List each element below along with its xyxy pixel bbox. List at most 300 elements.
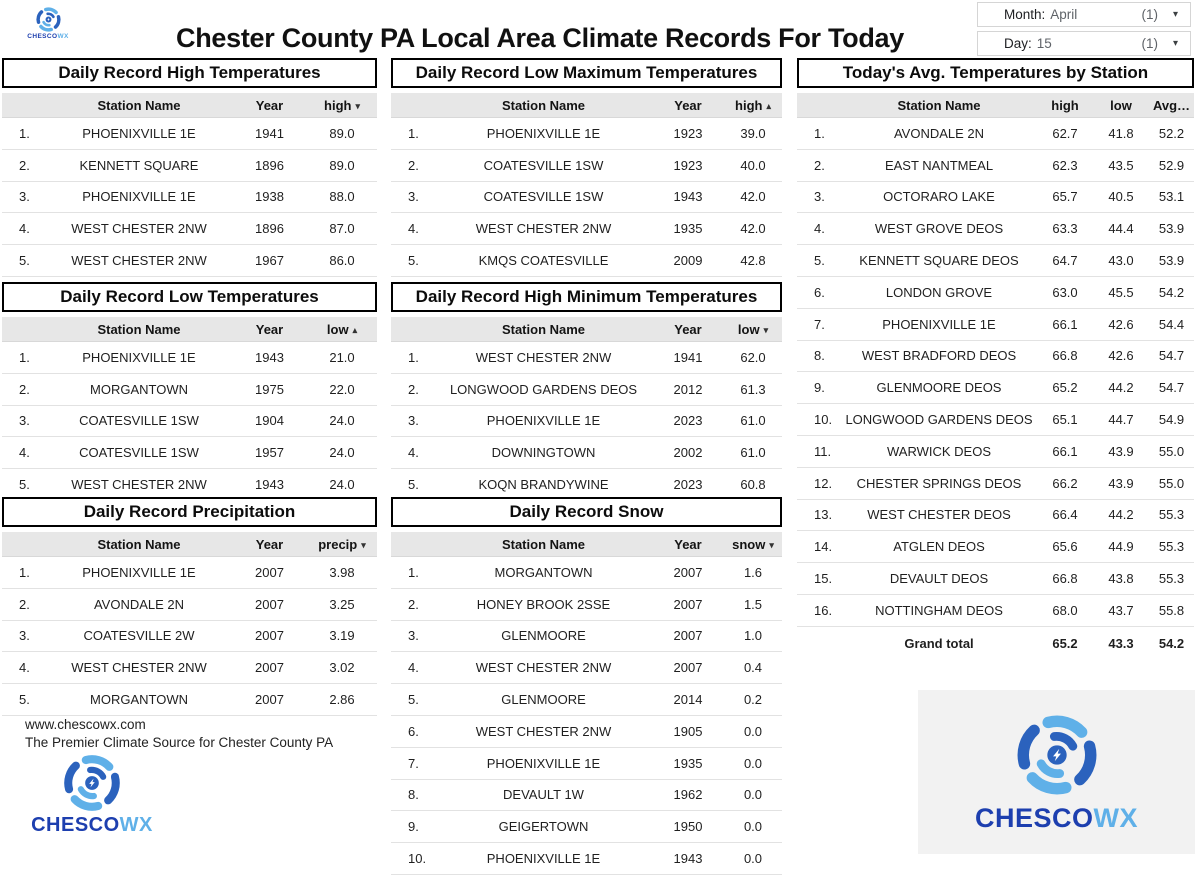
row-index: 5. (408, 692, 419, 708)
filter-label: Month: (1004, 7, 1046, 22)
cell: LONGWOOD GARDENS DEOS (449, 381, 638, 397)
cell: 55.8 (1158, 602, 1185, 618)
daily-record-high-min-panel (391, 282, 782, 501)
cell: GLENMOORE (501, 628, 586, 644)
column-header-year[interactable]: Year (255, 536, 284, 552)
cell: 62.3 (1052, 157, 1078, 173)
cell: 89.0 (329, 125, 355, 141)
table-row (391, 118, 782, 150)
cell: 2.86 (329, 692, 355, 708)
cell: 1923 (673, 125, 703, 141)
cell: COATESVILLE 1SW (483, 157, 604, 173)
table-row (391, 437, 782, 469)
cell: 54.9 (1158, 412, 1185, 428)
row-index: 13. (814, 507, 833, 523)
grand-total-row (797, 627, 1194, 660)
cell: MORGANTOWN (90, 381, 188, 397)
cell: 89.0 (329, 157, 355, 173)
row-index: 3. (814, 189, 825, 205)
cell: 60.8 (740, 477, 766, 493)
cell: 1962 (673, 787, 703, 803)
cell: 65.2 (1052, 635, 1078, 651)
panel-title: Daily Record Precipitation (2, 497, 377, 527)
daily-record-high-table (2, 93, 377, 277)
chescowx-swirl-icon (35, 6, 62, 33)
table-row (797, 595, 1194, 627)
table-row (797, 436, 1194, 468)
cell: 2007 (255, 660, 284, 676)
column-header-station-name[interactable]: Station Name (501, 97, 586, 113)
cell: WEST CHESTER 2NW (475, 660, 612, 676)
tagline: The Premier Climate Source for Chester County PA (25, 735, 334, 750)
cell: NOTTINGHAM DEOS (875, 602, 1003, 618)
table-row (391, 589, 782, 621)
cell: 65.2 (1052, 380, 1078, 396)
chescowx-wordmark: CHESCOWX (974, 802, 1138, 833)
table-row (797, 341, 1194, 373)
cell: COATESVILLE 1SW (79, 445, 199, 461)
cell: 2023 (673, 477, 703, 493)
column-header-station-name[interactable]: Station Name (501, 536, 586, 552)
cell: 1943 (673, 851, 703, 867)
table-row (797, 309, 1194, 341)
column-header-year[interactable]: Year (674, 321, 702, 337)
page-title: Chester County PA Local Area Climate Records For Today (176, 23, 904, 54)
cell: WEST CHESTER 2NW (71, 221, 207, 237)
cell: MORGANTOWN (494, 564, 593, 580)
cell: CHESTER SPRINGS DEOS (856, 475, 1022, 491)
cell: 55.3 (1158, 539, 1185, 555)
cell: 0.0 (743, 787, 763, 803)
sort-asc-icon: ▴ (352, 324, 358, 335)
row-index: 2. (19, 381, 30, 397)
cell: 43.9 (1108, 475, 1134, 491)
cell: PHOENIXVILLE 1E (486, 413, 601, 429)
cell: 1935 (673, 755, 703, 771)
cell: 1896 (255, 221, 284, 237)
table-row (797, 372, 1194, 404)
table-row (797, 500, 1194, 532)
column-header-year[interactable]: Year (674, 536, 702, 552)
cell: PHOENIXVILLE 1E (882, 316, 996, 332)
panel-title: Daily Record High Temperatures (2, 58, 377, 88)
cell: 2007 (255, 628, 284, 644)
cell: AVONDALE 2N (893, 125, 985, 141)
row-index: 2. (19, 157, 30, 173)
cell: 55.0 (1158, 475, 1185, 491)
cell: OCTORARO LAKE (883, 189, 995, 205)
cell: 40.0 (740, 157, 766, 173)
column-header-year[interactable]: Year (674, 97, 702, 113)
sort-asc-icon: ▴ (766, 100, 771, 111)
table-row (2, 118, 377, 150)
cell: 0.4 (743, 660, 763, 676)
cell: 64.7 (1052, 253, 1078, 269)
cell: 43.9 (1108, 443, 1134, 459)
cell: 66.8 (1052, 348, 1078, 364)
daily-record-snow-table (391, 532, 782, 875)
row-index: 2. (814, 157, 825, 173)
cell: 1935 (673, 221, 703, 237)
table-row (391, 374, 782, 406)
cell: 39.0 (740, 125, 766, 141)
cell: 86.0 (329, 253, 355, 269)
cell: 43.8 (1108, 571, 1134, 587)
cell: Grand total (904, 635, 974, 651)
cell: 53.9 (1158, 221, 1185, 237)
table-row (2, 437, 377, 469)
table-row (797, 277, 1194, 309)
cell: 42.8 (740, 253, 766, 269)
cell: 24.0 (329, 445, 355, 461)
cell: WEST CHESTER 2NW (71, 660, 207, 676)
table-row (2, 406, 377, 438)
row-index: 5. (408, 477, 419, 493)
row-index: 1. (408, 349, 419, 365)
cell: 54.2 (1158, 635, 1185, 651)
row-index: 5. (19, 477, 30, 493)
table-row (391, 748, 782, 780)
cell: 44.2 (1108, 507, 1134, 523)
cell: 3.19 (329, 628, 355, 644)
todays-avg-panel (797, 58, 1194, 660)
cell: PHOENIXVILLE 1E (82, 564, 196, 580)
cell: 52.2 (1158, 125, 1185, 141)
table-row (2, 213, 377, 245)
row-index: 4. (814, 221, 825, 237)
cell: 1905 (673, 723, 703, 739)
row-index: 6. (814, 284, 825, 300)
row-index: 8. (408, 787, 419, 803)
column-header-high[interactable]: high ▴ (735, 97, 771, 113)
chescowx-swirl-icon (61, 752, 123, 814)
row-index: 1. (408, 564, 419, 580)
table-row (391, 406, 782, 438)
row-index: 6. (408, 723, 419, 739)
table-row (2, 557, 377, 589)
row-index: 3. (408, 189, 419, 205)
table-header-row (391, 317, 782, 342)
row-index: 12. (814, 475, 833, 491)
cell: 2007 (255, 692, 284, 708)
cell: 41.8 (1108, 125, 1134, 141)
panel-title: Daily Record Snow (391, 497, 782, 527)
chescowx-swirl-icon (1013, 711, 1101, 799)
cell: 2007 (673, 596, 703, 612)
cell: 1975 (255, 381, 284, 397)
table-row (797, 150, 1194, 182)
cell: 55.3 (1158, 571, 1185, 587)
cell: 1.5 (743, 596, 763, 612)
row-index: 5. (19, 692, 30, 708)
row-index: 2. (408, 157, 419, 173)
panel-title: Today's Avg. Temperatures by Station (797, 58, 1194, 88)
table-header-row (391, 93, 782, 118)
row-index: 1. (19, 564, 30, 580)
cell: COATESVILLE 1SW (79, 413, 199, 429)
filter-count: (1) (1141, 36, 1158, 51)
table-header-row (2, 93, 377, 118)
cell: 0.0 (743, 851, 763, 867)
daily-record-snow-panel (391, 497, 782, 875)
sort-desc-icon: ▾ (361, 539, 366, 550)
cell: 2007 (255, 564, 284, 580)
row-index: 10. (814, 412, 833, 428)
cell: MORGANTOWN (90, 692, 188, 708)
chevron-down-icon: ▾ (1172, 38, 1178, 49)
row-index: 3. (19, 413, 30, 429)
column-header-year[interactable]: Year (255, 321, 284, 337)
table-row (2, 374, 377, 406)
table-row (391, 843, 782, 875)
cell: 0.2 (743, 692, 763, 708)
cell: PHOENIXVILLE 1E (82, 125, 196, 141)
cell: KMQS COATESVILLE (478, 253, 609, 269)
cell: 2007 (255, 596, 284, 612)
table-row (797, 404, 1194, 436)
cell: 54.4 (1158, 316, 1185, 332)
table-row (391, 811, 782, 843)
cell: 1.0 (743, 628, 763, 644)
cell: 43.7 (1108, 602, 1134, 618)
cell: 0.0 (743, 819, 763, 835)
cell: 68.0 (1052, 602, 1078, 618)
cell: KOQN BRANDYWINE (478, 477, 609, 493)
chescowx-logo-small (18, 6, 78, 40)
cell: 65.1 (1052, 412, 1078, 428)
table-row (797, 563, 1194, 595)
daily-record-precip-panel (2, 497, 377, 716)
cell: 66.8 (1052, 571, 1078, 587)
table-row (797, 468, 1194, 500)
row-index: 3. (19, 189, 30, 205)
column-header-low[interactable]: low (1110, 97, 1132, 113)
site-note (25, 716, 333, 752)
row-index: 7. (408, 755, 419, 771)
cell: 66.2 (1052, 475, 1078, 491)
cell: KENNETT SQUARE DEOS (859, 253, 1019, 269)
cell: 42.6 (1108, 316, 1134, 332)
day-filter-dropdown[interactable] (977, 31, 1191, 56)
row-index: 11. (814, 443, 832, 459)
cell: 1957 (255, 445, 284, 461)
cell: 2007 (673, 628, 703, 644)
cell: 1923 (673, 157, 703, 173)
cell: 44.7 (1108, 412, 1134, 428)
cell: 55.3 (1158, 507, 1185, 523)
table-header-row (391, 532, 782, 557)
cell: 1.6 (743, 564, 763, 580)
cell: 3.25 (329, 596, 355, 612)
cell: WEST BRADFORD DEOS (861, 348, 1017, 364)
cell: 1904 (255, 413, 284, 429)
row-index: 4. (408, 660, 419, 676)
chescowx-logo-bottom-right (918, 690, 1195, 854)
table-row (391, 652, 782, 684)
daily-record-high-min-table (391, 317, 782, 501)
column-header-precip[interactable]: precip ▾ (318, 536, 366, 552)
table-header-row (797, 93, 1194, 118)
cell: 43.3 (1108, 635, 1134, 651)
cell: PHOENIXVILLE 1E (486, 755, 601, 771)
cell: 63.0 (1052, 284, 1078, 300)
table-row (797, 245, 1194, 277)
column-header-station-name[interactable]: Station Name (897, 97, 981, 113)
chescowx-wordmark: CHESCOWX (31, 814, 153, 836)
column-header-low[interactable]: low ▴ (326, 321, 358, 337)
cell: COATESVILLE 2W (83, 628, 195, 644)
column-header-high[interactable]: high (1051, 97, 1079, 113)
row-index: 4. (19, 445, 30, 461)
cell: 65.7 (1052, 189, 1078, 205)
daily-record-low-max-panel (391, 58, 782, 277)
cell: 2014 (673, 692, 703, 708)
column-header-station-name[interactable]: Station Name (97, 97, 181, 113)
cell: 62.0 (740, 349, 766, 365)
row-index: 3. (19, 628, 30, 644)
row-index: 1. (19, 349, 30, 365)
row-index: 4. (19, 660, 30, 676)
cell: DOWNINGTOWN (491, 445, 596, 461)
table-row (391, 557, 782, 589)
table-row (797, 213, 1194, 245)
cell: 21.0 (329, 349, 355, 365)
column-header-high[interactable]: high ▾ (324, 97, 360, 113)
row-index: 14. (814, 539, 833, 555)
column-header-avg-[interactable]: Avg… (1152, 97, 1191, 113)
cell: 40.5 (1108, 189, 1134, 205)
table-row (391, 245, 782, 277)
cell: 1943 (255, 349, 284, 365)
cell: 54.7 (1158, 348, 1185, 364)
cell: 53.9 (1158, 253, 1185, 269)
cell: 2002 (673, 445, 703, 461)
cell: 66.4 (1052, 507, 1078, 523)
sort-desc-icon: ▾ (763, 324, 769, 335)
cell: 24.0 (329, 477, 355, 493)
cell: 2007 (673, 564, 703, 580)
cell: 44.9 (1108, 539, 1134, 555)
row-index: 2. (19, 596, 30, 612)
cell: 66.1 (1052, 316, 1078, 332)
row-index: 5. (19, 253, 30, 269)
table-row (2, 621, 377, 653)
month-filter-dropdown[interactable] (977, 2, 1191, 27)
cell: EAST NANTMEAL (884, 157, 994, 173)
row-index: 5. (814, 253, 825, 269)
row-index: 2. (408, 596, 419, 612)
daily-record-high-panel (2, 58, 377, 277)
table-row (391, 182, 782, 214)
table-row (2, 342, 377, 374)
cell: WEST GROVE DEOS (874, 221, 1004, 237)
table-row (2, 150, 377, 182)
cell: 45.5 (1108, 284, 1134, 300)
row-index: 3. (408, 628, 419, 644)
cell: 62.7 (1052, 125, 1078, 141)
cell: GEIGERTOWN (498, 819, 589, 835)
sort-desc-icon: ▾ (769, 539, 774, 550)
chevron-down-icon: ▾ (1172, 9, 1178, 20)
cell: 42.0 (740, 221, 766, 237)
daily-record-precip-table (2, 532, 377, 716)
table-row (797, 531, 1194, 563)
cell: 88.0 (329, 189, 355, 205)
row-index: 7. (814, 316, 825, 332)
table-row (391, 780, 782, 812)
cell: WEST CHESTER DEOS (867, 507, 1011, 523)
row-index: 5. (408, 253, 419, 269)
table-row (391, 621, 782, 653)
cell: 43.0 (1108, 253, 1134, 269)
cell: 66.1 (1052, 443, 1078, 459)
cell: WEST CHESTER 2NW (71, 477, 207, 493)
daily-record-low-panel (2, 282, 377, 501)
row-index: 1. (408, 125, 419, 141)
cell: 0.0 (743, 755, 763, 771)
cell: 54.7 (1158, 380, 1185, 396)
cell: HONEY BROOK 2SSE (476, 596, 611, 612)
table-row (2, 684, 377, 716)
row-index: 4. (19, 221, 30, 237)
row-index: 4. (408, 445, 419, 461)
column-header-station-name[interactable]: Station Name (97, 321, 181, 337)
table-header-row (2, 317, 377, 342)
cell: 43.5 (1108, 157, 1134, 173)
sort-desc-icon: ▾ (355, 100, 360, 111)
filter-value: April (1050, 7, 1078, 22)
cell: 1943 (255, 477, 284, 493)
daily-record-low-max-table (391, 93, 782, 277)
column-header-low[interactable]: low ▾ (737, 321, 769, 337)
daily-record-low-table (2, 317, 377, 501)
table-header-row (2, 532, 377, 557)
filter-count: (1) (1141, 7, 1158, 22)
cell: ATGLEN DEOS (893, 539, 985, 555)
cell: LONDON GROVE (885, 284, 993, 300)
cell: KENNETT SQUARE (79, 157, 199, 173)
cell: PHOENIXVILLE 1E (82, 189, 196, 205)
cell: 2012 (673, 381, 703, 397)
cell: 65.6 (1052, 539, 1078, 555)
table-row (391, 684, 782, 716)
website-url: www.chescowx.com (25, 717, 146, 732)
cell: 22.0 (329, 381, 355, 397)
column-header-year[interactable]: Year (255, 97, 284, 113)
cell: 42.6 (1108, 348, 1134, 364)
row-index: 9. (814, 380, 825, 396)
column-header-station-name[interactable]: Station Name (97, 536, 181, 552)
cell: 54.2 (1158, 284, 1185, 300)
row-index: 4. (408, 221, 419, 237)
filter-label: Day: (1004, 36, 1032, 51)
cell: 61.0 (740, 413, 766, 429)
table-row (2, 182, 377, 214)
chescowx-wordmark: CHESCOWX (27, 33, 69, 40)
column-header-station-name[interactable]: Station Name (501, 321, 586, 337)
cell: 63.3 (1052, 221, 1078, 237)
cell: 42.0 (740, 189, 766, 205)
table-row (391, 213, 782, 245)
cell: 1941 (673, 349, 703, 365)
cell: GLENMOORE DEOS (876, 380, 1002, 396)
todays-avg-table (797, 93, 1194, 660)
row-index: 8. (814, 348, 825, 364)
cell: WARWICK DEOS (886, 443, 991, 459)
column-header-snow[interactable]: snow ▾ (732, 536, 774, 552)
cell: PHOENIXVILLE 1E (486, 125, 601, 141)
cell: 53.1 (1158, 189, 1185, 205)
